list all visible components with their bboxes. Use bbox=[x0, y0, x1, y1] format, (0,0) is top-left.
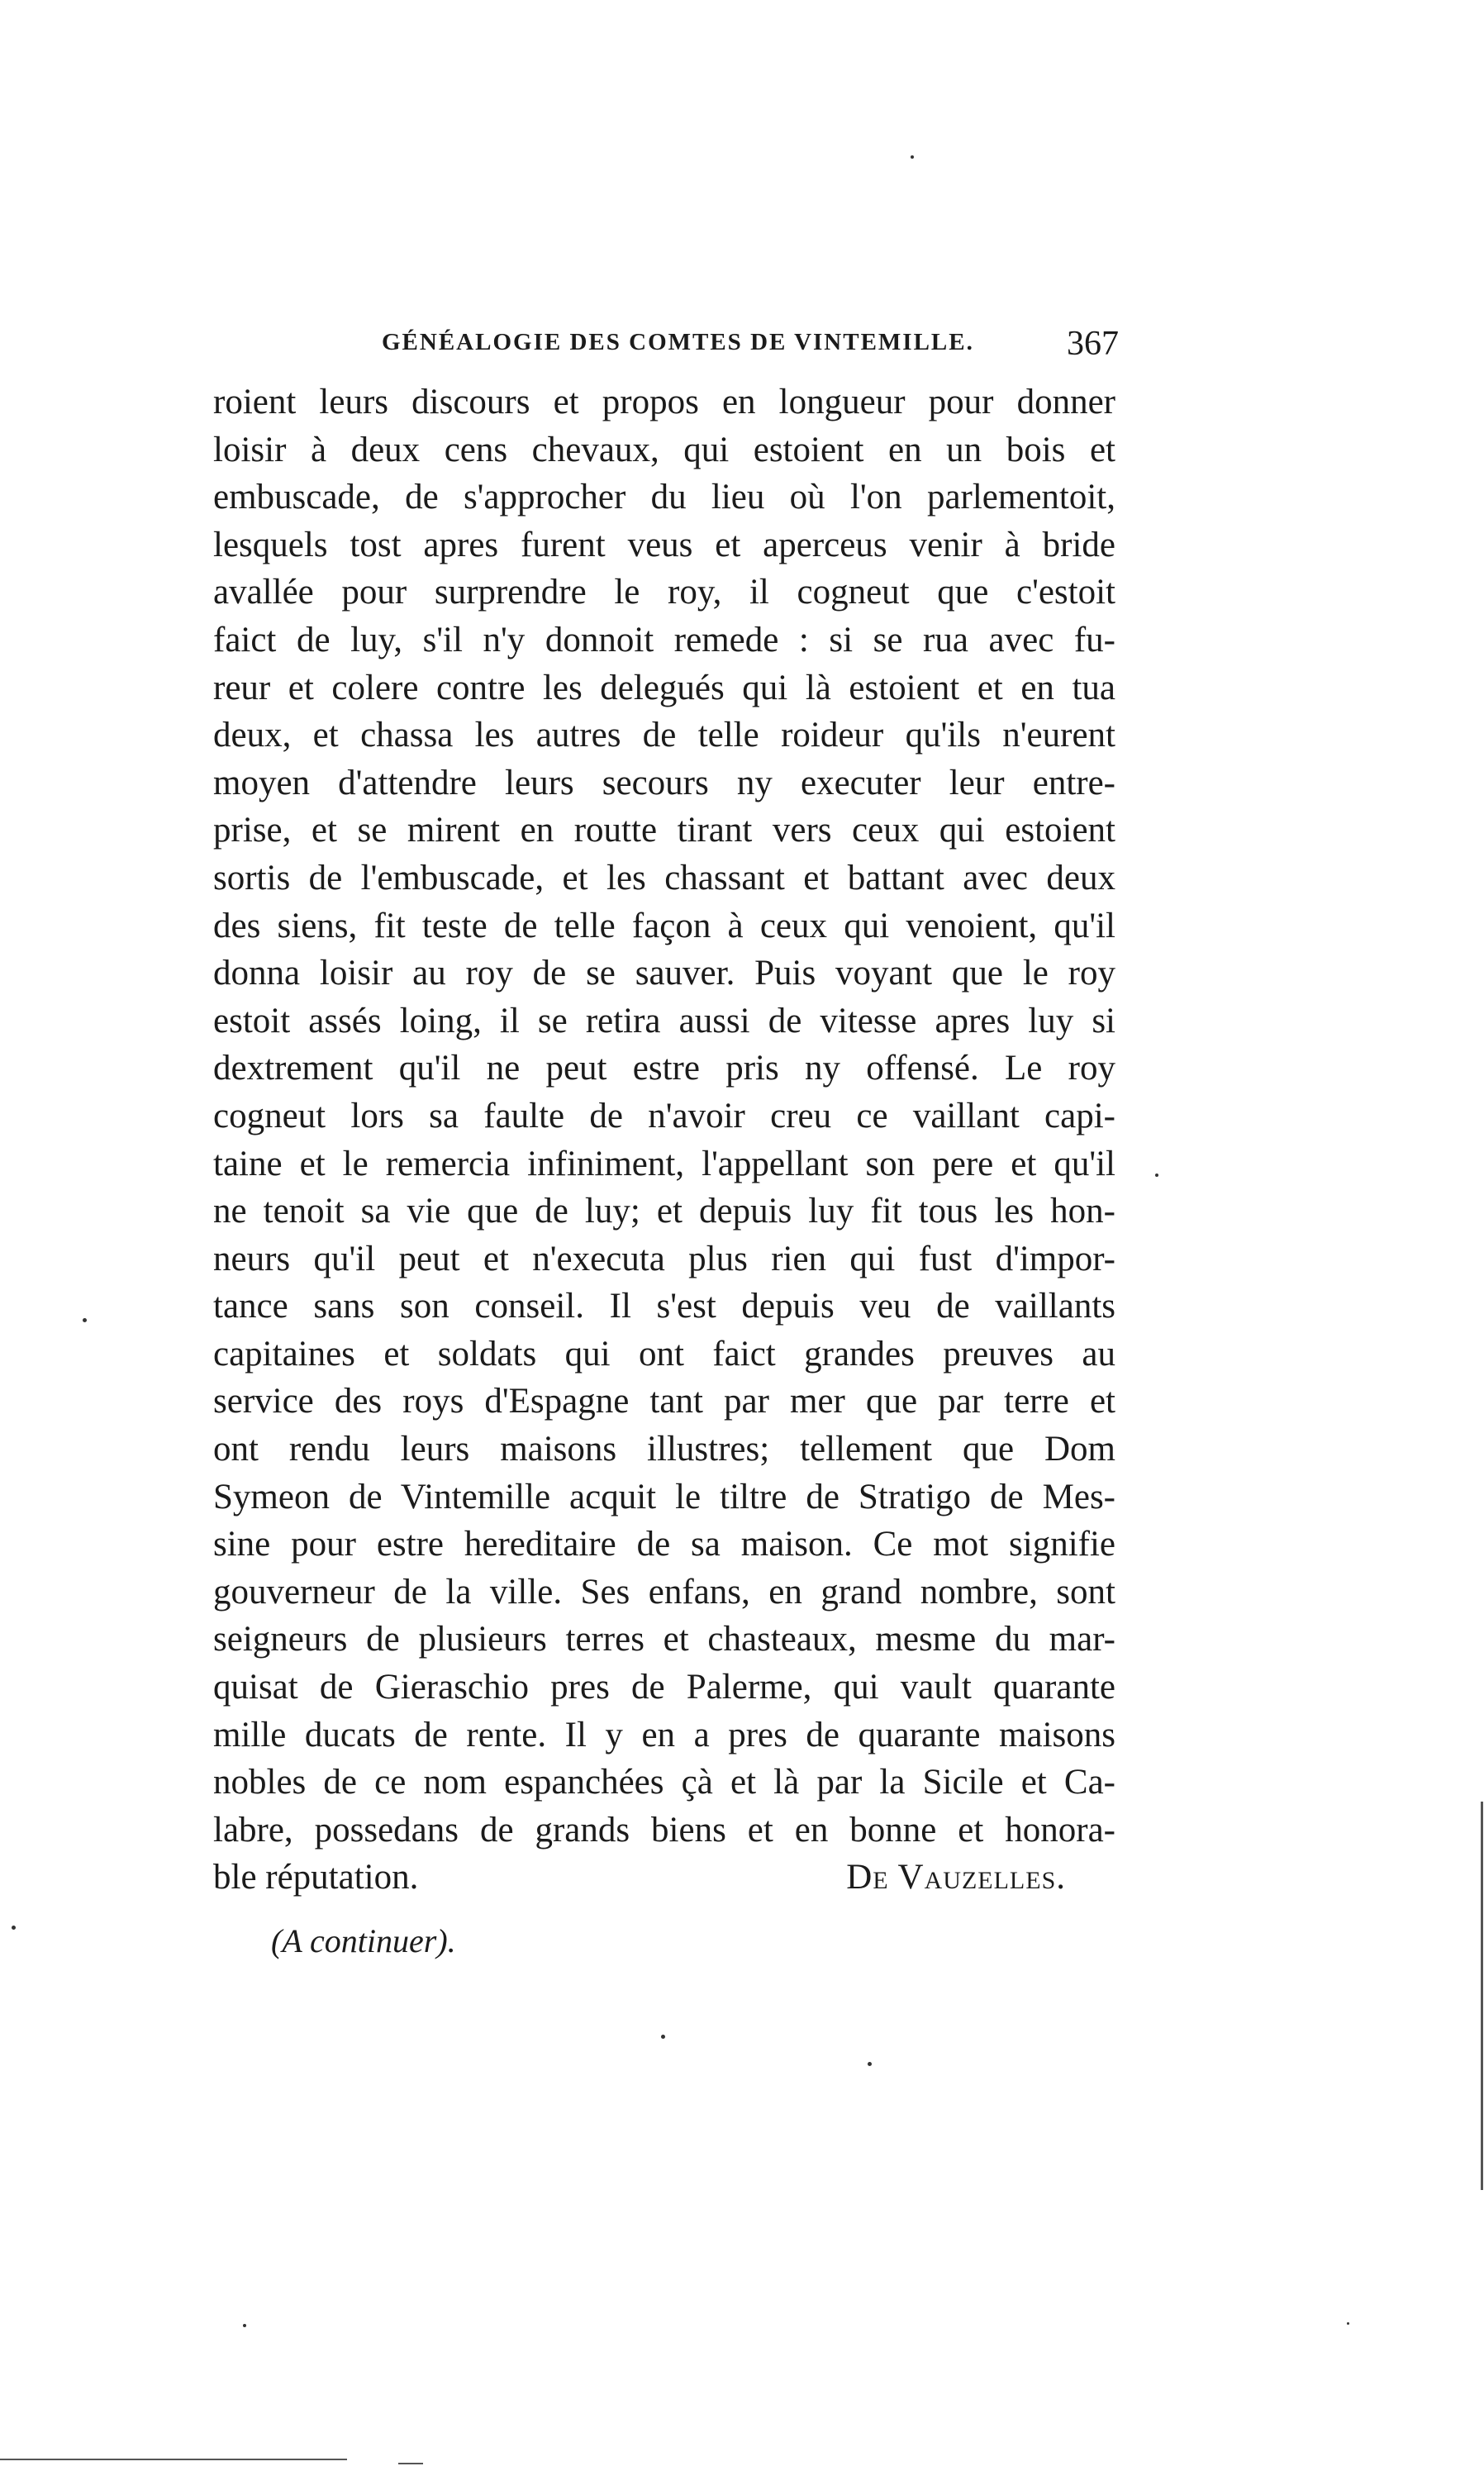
text-line: sine pour estre hereditaire de sa maison. Ce mot signifie bbox=[213, 1525, 1115, 1564]
scan-speck bbox=[83, 1318, 87, 1322]
author-signature: De Vauzelles. bbox=[846, 1858, 1066, 1897]
text-line: Symeon de Vintemille acquit le tiltre de Stratigo de Mes- bbox=[213, 1477, 1115, 1516]
page-edge-line bbox=[1481, 1802, 1483, 2190]
last-text-line bbox=[213, 1854, 1115, 1902]
scan-speck bbox=[12, 1926, 16, 1930]
text-line: capitaines et soldats qui ont faict grandes preuves au bbox=[213, 1334, 1115, 1374]
page-number: 367 bbox=[1067, 325, 1119, 363]
running-head bbox=[382, 324, 1119, 365]
text-line: service des roys d'Espagne tant par mer que par terre et bbox=[213, 1382, 1115, 1421]
text-line: roient leurs discours et propos en longueur pour donner bbox=[213, 383, 1115, 421]
scan-speck bbox=[1155, 1174, 1158, 1177]
text-line: quisat de Gieraschio pres de Palerme, qui vault quarante bbox=[213, 1668, 1115, 1707]
scan-speck bbox=[911, 155, 914, 159]
text-line: loisir à deux cens chevaux, qui estoient en un bois et bbox=[213, 430, 1115, 469]
text-line: nobles de ce nom espanchées çà et là par la Sicile et Ca- bbox=[213, 1763, 1115, 1802]
continuation-note: (A continuer). bbox=[271, 1922, 456, 1959]
text-line: cogneut lors sa faulte de n'avoir creu ce vaillant capi- bbox=[213, 1096, 1115, 1136]
text-line: deux, et chassa les autres de telle roideur qu'ils n'eurent bbox=[213, 716, 1115, 755]
page-edge-line bbox=[0, 2459, 347, 2460]
text-line: faict de luy, s'il n'y donnoit remede : si se rua avec fu- bbox=[213, 620, 1115, 659]
text-line: labre, possedans de grands biens et en bonne et honora- bbox=[213, 1810, 1115, 1850]
text-line: prise, et se mirent en routte tirant vers ceux qui estoient bbox=[213, 811, 1115, 850]
text-line: ont rendu leurs maisons illustres; tellement que Dom bbox=[213, 1430, 1115, 1469]
text-line: embuscade, de s'approcher du lieu où l'on parlementoit, bbox=[213, 478, 1115, 517]
text-line: donna loisir au roy de se sauver. Puis voyant que le roy bbox=[213, 954, 1115, 993]
text-line: moyen d'attendre leurs secours ny executer leur entre- bbox=[213, 763, 1115, 802]
scan-speck bbox=[661, 2035, 665, 2039]
text-line: lesquels tost apres furent veus et aperceus venir à bride bbox=[213, 525, 1115, 564]
text-line: taine et le remercia infiniment, l'appellant son pere et qu'il bbox=[213, 1144, 1115, 1183]
text-line: avallée pour surprendre le roy, il cogneut que c'estoit bbox=[213, 573, 1115, 612]
last-line-text: ble réputation. bbox=[213, 1858, 419, 1897]
running-title: GÉNÉALOGIE DES COMTES DE VINTEMILLE. bbox=[382, 329, 974, 355]
text-line: estoit assés loing, il se retira aussi de vitesse apres luy si bbox=[213, 1001, 1115, 1040]
text-line: gouverneur de la ville. Ses enfans, en grand nombre, sont bbox=[213, 1572, 1115, 1612]
text-line: mille ducats de rente. Il y en a pres de quarante maisons bbox=[213, 1715, 1115, 1754]
text-line: dextrement qu'il ne peut estre pris ny offensé. Le roy bbox=[213, 1049, 1115, 1088]
text-line: neurs qu'il peut et n'executa plus rien qui fust d'impor- bbox=[213, 1239, 1115, 1278]
text-line: tance sans son conseil. Il s'est depuis veu de vaillants bbox=[213, 1287, 1115, 1326]
body-text bbox=[213, 379, 1115, 1902]
text-line: des siens, fit teste de telle façon à ceux qui venoient, qu'il bbox=[213, 906, 1115, 945]
scan-speck bbox=[868, 2062, 872, 2066]
page-edge-line bbox=[398, 2463, 423, 2464]
scan-speck bbox=[243, 2324, 246, 2327]
text-line: reur et colere contre les delegués qui là estoient et en tua bbox=[213, 668, 1115, 707]
scan-speck bbox=[1347, 2322, 1349, 2325]
text-line: sortis de l'embuscade, et les chassant et battant avec deux bbox=[213, 858, 1115, 897]
text-line: seigneurs de plusieurs terres et chasteaux, mesme du mar- bbox=[213, 1620, 1115, 1659]
text-line: ne tenoit sa vie que de luy; et depuis luy fit tous les hon- bbox=[213, 1192, 1115, 1231]
